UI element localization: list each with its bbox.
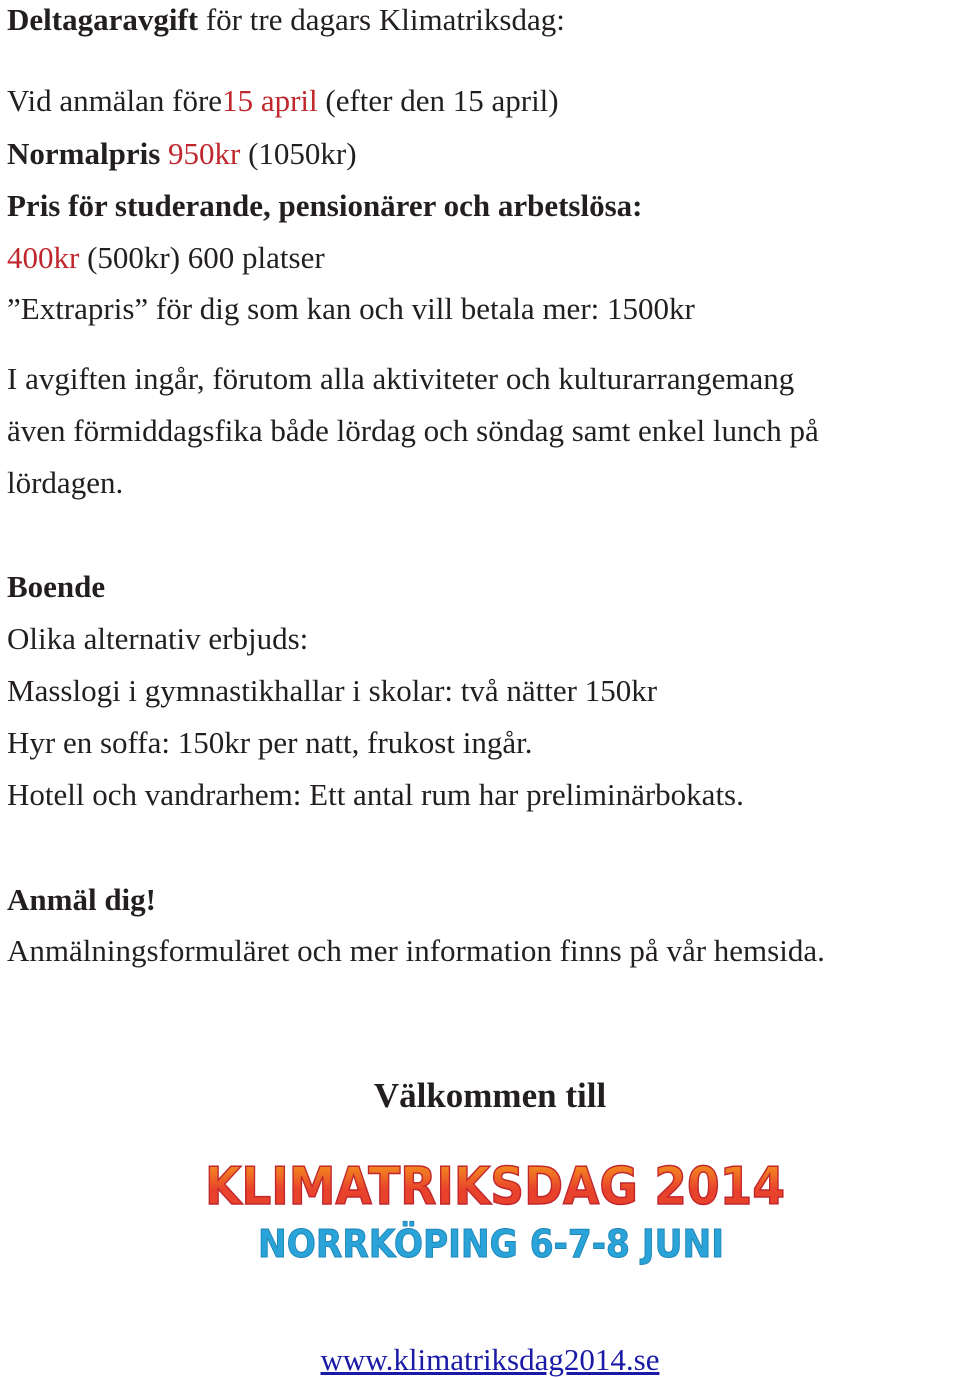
- welcome-heading: Välkommen till: [373, 1076, 607, 1115]
- logo-subtitle: NORRKÖPING 6-7-8 JUNI: [258, 1222, 724, 1266]
- student-price-value: 400kr: [7, 240, 80, 275]
- klimatriksdag-logo: [200, 1150, 790, 1270]
- student-price-label: Pris för studerande, pensionärer och arbetslösa:: [7, 188, 643, 223]
- student-price-line: [7, 240, 325, 276]
- fee-heading-bold: Deltagaravgift: [7, 2, 199, 37]
- boende-line-4: Hotell och vandrarhem: Ett antal rum har preliminärbokats.: [7, 777, 744, 812]
- website-link[interactable]: www.klimatriksdag2014.se: [320, 1342, 660, 1377]
- boende-line-1: Olika alternativ erbjuds:: [7, 621, 309, 656]
- boende-heading: Boende: [7, 569, 106, 604]
- early-prefix: Vid anmälan före: [7, 83, 223, 118]
- normal-price-late: (1050kr): [240, 136, 357, 171]
- early-date: 15 april: [222, 83, 318, 118]
- signup-text: Anmälningsformuläret och mer information finns på vår hemsida.: [7, 933, 825, 968]
- fee-heading: [7, 2, 565, 38]
- extra-price-line: ”Extrapris” för dig som kan och vill betala mer: 1500kr: [7, 291, 695, 326]
- included-line-1: I avgiften ingår, förutom alla aktiviteter och kulturarrangemang: [7, 361, 795, 396]
- boende-line-2: Masslogi i gymnastikhallar i skolar: två nätter 150kr: [7, 673, 658, 708]
- signup-heading: Anmäl dig!: [7, 882, 156, 917]
- early-suffix: (efter den 15 april): [317, 83, 559, 118]
- boende-line-3: Hyr en soffa: 150kr per natt, frukost ingår.: [7, 725, 533, 760]
- fee-heading-rest: för tre dagars Klimatriksdag:: [198, 2, 565, 37]
- student-price-after: (500kr) 600 platser: [79, 240, 325, 275]
- normal-price-value: 950kr: [168, 136, 241, 171]
- logo-title: KLIMATRIKSDAG 2014: [205, 1157, 785, 1217]
- included-line-2: även förmiddagsfika både lördag och söndag samt enkel lunch på: [7, 413, 819, 448]
- normal-price-label: Normalpris: [7, 136, 169, 171]
- early-registration-line: [7, 83, 559, 119]
- normal-price-line: [7, 136, 357, 172]
- included-line-3: lördagen.: [7, 465, 124, 500]
